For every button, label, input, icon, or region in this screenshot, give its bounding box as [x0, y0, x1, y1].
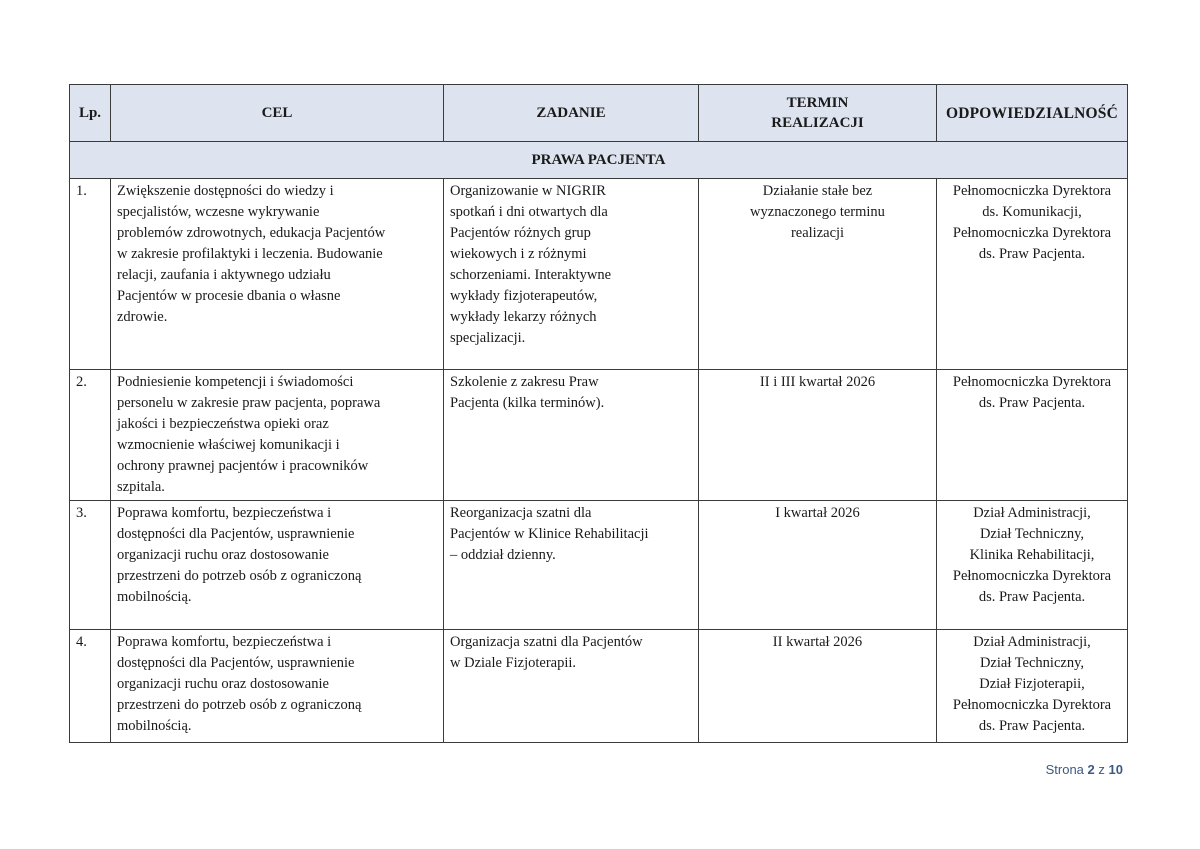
row-cel: Zwiększenie dostępności do wiedzy i specjalistów, wczesne wykrywanie problemów zdrowotnych, edukacja Pacjentów w zakresie profilaktyki i leczenia. Budowanie relacji, zaufania i aktywnego udziału Pacjentów w procesie dbania o własne zdrowie. [111, 179, 444, 370]
table-row [70, 501, 1128, 630]
row-zadanie: Szkolenie z zakresu Praw Pacjenta (kilka terminów). [444, 370, 699, 501]
row-termin: II i III kwartał 2026 [699, 370, 937, 501]
header-cel: CEL [111, 85, 444, 142]
row-termin: Działanie stałe bez wyznaczonego terminu realizacji [699, 179, 937, 370]
table-row [70, 630, 1128, 743]
row-cel: Podniesienie kompetencji i świadomości personelu w zakresie praw pacjenta, poprawa jakości i bezpieczeństwa opieki oraz wzmocnienie właściwej komunikacji i ochrony prawnej pacjentów i pracowników szpitala. [111, 370, 444, 501]
row-zadanie: Organizowanie w NIGRIR spotkań i dni otwartych dla Pacjentów różnych grup wiekowych i z różnymi schorzeniami. Interaktywne wykłady fizjoterapeutów, wykłady lekarzy różnych specjalizacji. [444, 179, 699, 370]
page-number [1046, 762, 1123, 777]
row-number: 3. [70, 501, 111, 630]
header-zadanie: ZADANIE [444, 85, 699, 142]
row-termin: I kwartał 2026 [699, 501, 937, 630]
page-number-separator: z [1098, 762, 1105, 777]
table-row [70, 370, 1128, 501]
row-number: 2. [70, 370, 111, 501]
header-termin-line1: TERMIN [786, 95, 849, 111]
row-odpowiedzialnosc: Dział Administracji, Dział Techniczny, Klinika Rehabilitacji, Pełnomocniczka Dyrektora ds. Praw Pacjenta. [937, 501, 1128, 630]
header-odpowiedzialnosc: ODPOWIEDZIALNOŚĆ [937, 85, 1128, 142]
section-row [70, 142, 1128, 179]
page-number-total: 10 [1108, 762, 1123, 777]
row-cel: Poprawa komfortu, bezpieczeństwa i dostępności dla Pacjentów, usprawnienie organizacji ruchu oraz dostosowanie przestrzeni do potrzeb osób z ograniczoną mobilnością. [111, 501, 444, 630]
header-lp: Lp. [70, 85, 111, 142]
table-row [70, 179, 1128, 370]
page-number-current: 2 [1087, 762, 1095, 777]
row-zadanie: Organizacja szatni dla Pacjentów w Dziale Fizjoterapii. [444, 630, 699, 743]
row-number: 4. [70, 630, 111, 743]
action-plan-table [69, 84, 1128, 743]
header-termin [699, 85, 937, 142]
table-header-row [70, 85, 1128, 142]
page-number-label: Strona [1045, 762, 1084, 777]
row-odpowiedzialnosc: Pełnomocniczka Dyrektora ds. Praw Pacjenta. [937, 370, 1128, 501]
header-termin-line2: REALIZACJI [771, 115, 864, 131]
row-termin: II kwartał 2026 [699, 630, 937, 743]
row-zadanie: Reorganizacja szatni dla Pacjentów w Klinice Rehabilitacji – oddział dzienny. [444, 501, 699, 630]
row-odpowiedzialnosc: Pełnomocniczka Dyrektora ds. Komunikacji, Pełnomocniczka Dyrektora ds. Praw Pacjenta. [937, 179, 1128, 370]
row-number: 1. [70, 179, 111, 370]
row-odpowiedzialnosc: Dział Administracji, Dział Techniczny, Dział Fizjoterapii, Pełnomocniczka Dyrektora ds. Praw Pacjenta. [937, 630, 1128, 743]
row-cel: Poprawa komfortu, bezpieczeństwa i dostępności dla Pacjentów, usprawnienie organizacji ruchu oraz dostosowanie przestrzeni do potrzeb osób z ograniczoną mobilnością. [111, 630, 444, 743]
section-title: PRAWA PACJENTA [70, 142, 1128, 179]
